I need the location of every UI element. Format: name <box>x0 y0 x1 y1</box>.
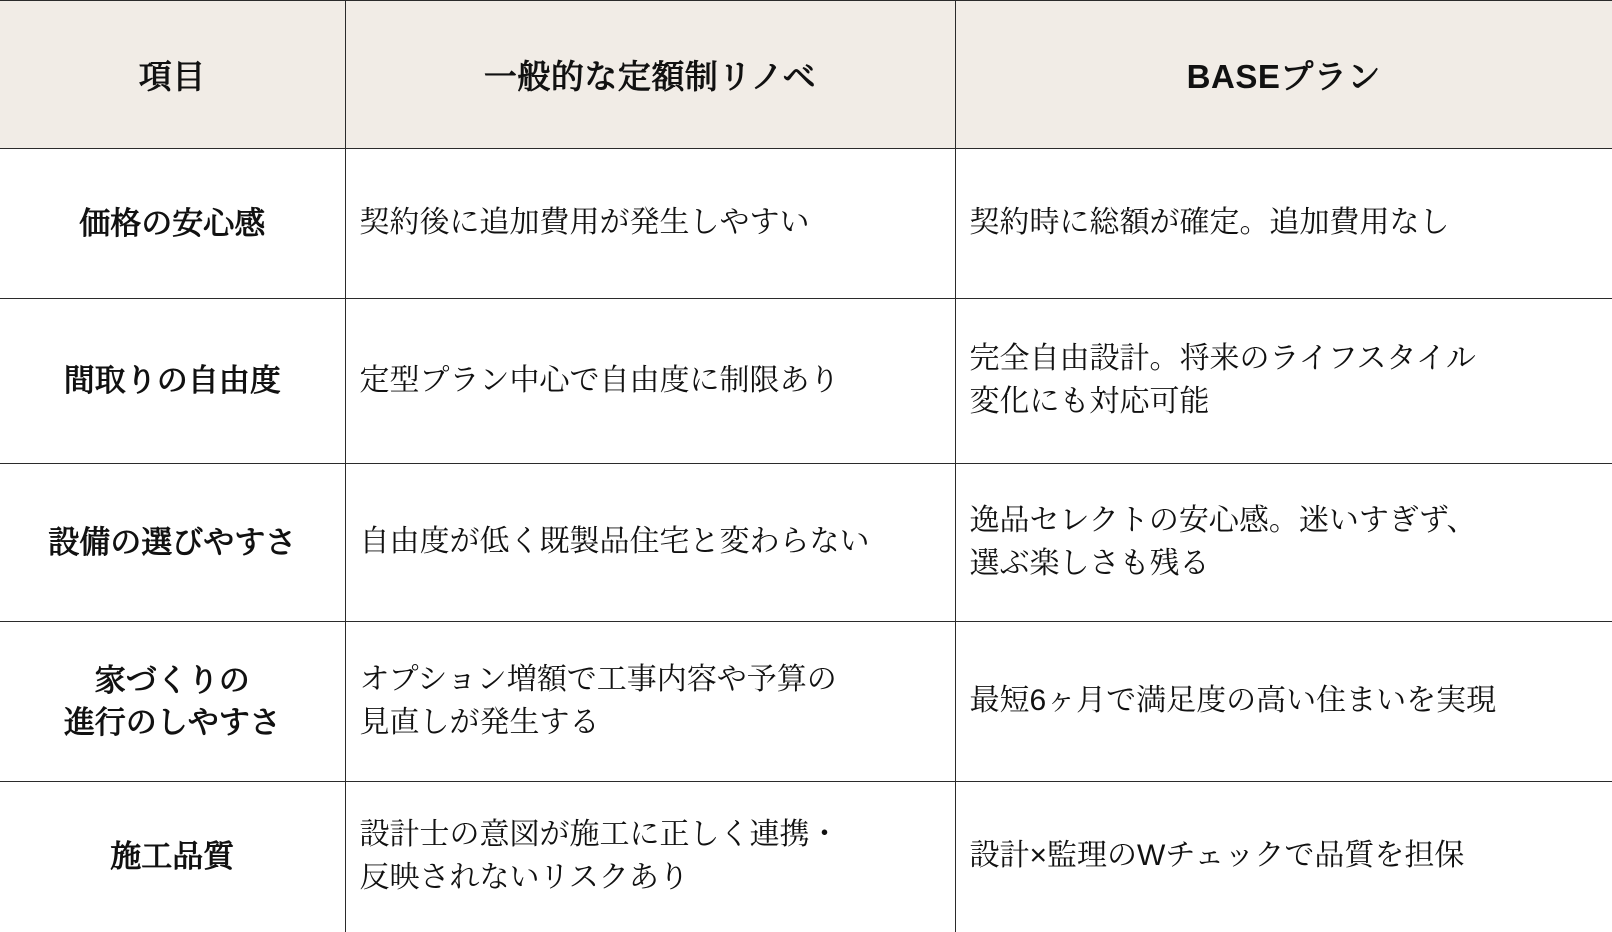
row-item-label-line1: 設備の選びやすさ <box>48 524 297 560</box>
row-base-line2: 選ぶ楽しさも残る <box>969 546 1210 580</box>
row-base-line1: 設計×監理のWチェックで品質を担保 <box>969 839 1465 873</box>
row-item-label <box>0 299 345 464</box>
row-base-line1: 逸品セレクトの安心感。迷いすぎず、 <box>969 503 1477 537</box>
row-base-value <box>955 149 1612 299</box>
row-general-line1: オプション増額で工事内容や予算の <box>359 662 837 696</box>
row-general-value <box>345 149 955 299</box>
row-base-value <box>955 622 1612 782</box>
row-item-label-line1: 施工品質 <box>110 838 235 874</box>
table-body <box>0 149 1612 932</box>
table-row <box>0 464 1612 622</box>
row-item-label <box>0 464 345 622</box>
header-base-plan: BASEプラン <box>955 1 1612 149</box>
row-base-line2: 変化にも対応可能 <box>969 385 1210 418</box>
table-header <box>0 1 1612 149</box>
row-general-value <box>345 299 955 464</box>
table-row <box>0 149 1612 299</box>
header-item: 項目 <box>0 1 345 149</box>
row-general-line1: 自由度が低く既製品住宅と変わらない <box>359 525 870 559</box>
row-general-line1: 設計士の意図が施工に正しく連携・ <box>359 818 840 852</box>
table-header-row <box>0 1 1612 149</box>
row-base-line1: 最短6ヶ月で満足度の高い住まいを実現 <box>969 684 1497 718</box>
row-base-line1: 完全自由設計。将来のライフスタイル <box>969 342 1476 376</box>
row-item-label <box>0 622 345 782</box>
row-base-value <box>955 464 1612 622</box>
row-item-label <box>0 149 345 299</box>
header-general-plan: 一般的な定額制リノベ <box>345 1 955 149</box>
row-base-line1: 契約時に総額が確定。追加費用なし <box>969 206 1450 240</box>
row-item-label-line1: 家づくりの <box>94 662 250 698</box>
row-item-label-line2: 進行のしやすさ <box>63 704 281 740</box>
row-general-line2: 見直しが発生する <box>359 705 600 739</box>
row-item-label <box>0 782 345 932</box>
row-general-line1: 定型プラン中心で自由度に制限あり <box>359 363 840 397</box>
row-general-value <box>345 622 955 782</box>
row-general-value <box>345 782 955 932</box>
table-row <box>0 299 1612 464</box>
row-item-label-line1: 価格の安心感 <box>79 205 266 241</box>
table-row <box>0 782 1612 932</box>
table-row <box>0 622 1612 782</box>
row-item-label-line1: 間取りの自由度 <box>63 363 281 399</box>
row-base-value <box>955 782 1612 932</box>
row-general-value <box>345 464 955 622</box>
row-base-value <box>955 299 1612 464</box>
row-general-line1: 契約後に追加費用が発生しやすい <box>359 206 810 240</box>
row-general-line2: 反映されないリスクあり <box>359 860 689 894</box>
